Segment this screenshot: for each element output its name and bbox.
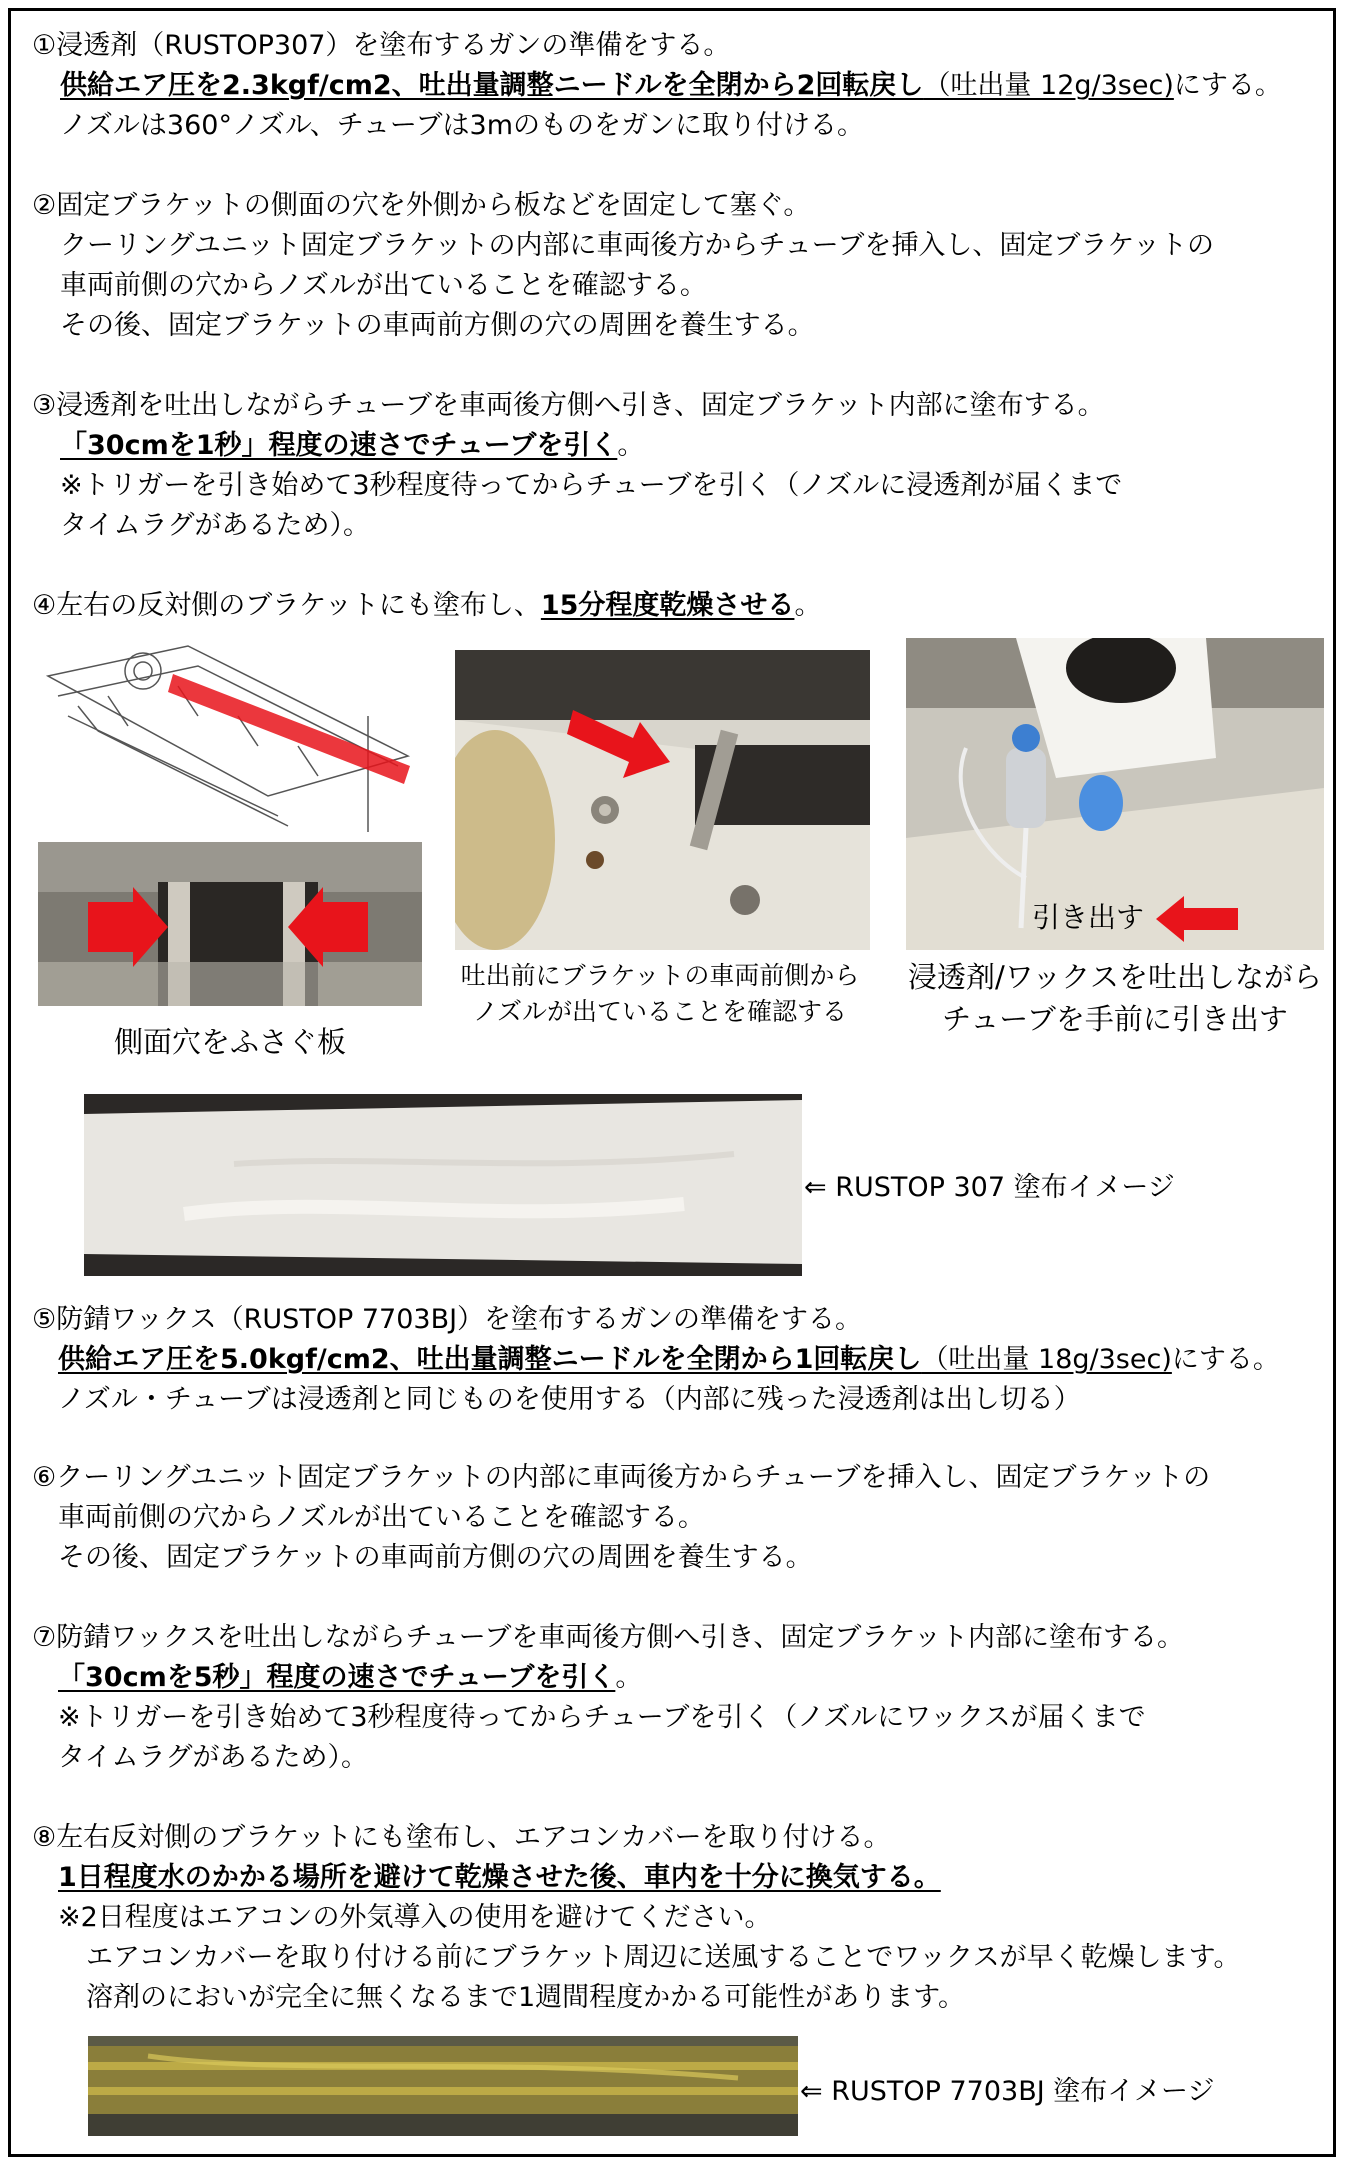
step-3-speed <box>60 426 644 466</box>
step-6-line-3: その後、固定ブラケットの車両前方側の穴の周囲を養生する。 <box>58 1542 813 1573</box>
step-7-speed <box>58 1658 642 1698</box>
step-2-heading: ②固定ブラケットの側面の穴を外側から板などを固定して塞ぐ。 <box>32 190 811 221</box>
side-hole-caption: 側面穴をふさぐ板 <box>113 1025 346 1059</box>
step-8-note-2: エアコンカバーを取り付ける前にブラケット周辺に送風することでワックスが早く乾燥します。 <box>86 1942 1241 1973</box>
step-5-output-rate: （吐出量 18g/3sec) <box>921 1344 1172 1375</box>
rustop-7703bj-application-photo <box>88 2036 798 2136</box>
pull-out-label: 引き出す <box>1032 901 1145 934</box>
step-6-line-2: 車両前側の穴からノズルが出ていることを確認する。 <box>58 1502 705 1533</box>
step-2-line-2: クーリングユニット固定ブラケットの内部に車両後方からチューブを挿入し、固定ブラケットの <box>60 230 1214 261</box>
tube-pull-caption-line-1: 浸透剤/ワックスを吐出しながら <box>907 960 1323 994</box>
step-5-heading: ⑤防錆ワックス（RUSTOP 7703BJ）を塗布するガンの準備をする。 <box>32 1304 863 1335</box>
tube-pull-caption-line-2: チューブを手前に引き出す <box>942 1002 1288 1036</box>
step-1-settings <box>60 66 1282 106</box>
step-5-settings-tail: にする。 <box>1171 1344 1280 1375</box>
tube-pull-photo <box>906 638 1324 950</box>
step-1-settings-tail: にする。 <box>1173 70 1282 101</box>
nozzle-caption <box>440 958 880 1030</box>
step-1-output-rate: （吐出量 12g/3sec) <box>923 70 1174 101</box>
step-7-note-1: ※トリガーを引き始めて3秒程度待ってからチューブを引く（ノズルにワックスが届くまで <box>58 1702 1146 1733</box>
step-7-speed-bold: 「30cmを5秒」程度の速さでチューブを引く <box>58 1662 616 1693</box>
step-1-nozzle-note: ノズルは360°ノズル、チューブは3mのものをガンに取り付ける。 <box>60 110 865 141</box>
step-4-pre: ④左右の反対側のブラケットにも塗布し、 <box>32 590 541 621</box>
step-3-note-1: ※トリガーを引き始めて3秒程度待ってからチューブを引く（ノズルに浸透剤が届くまで <box>60 470 1123 501</box>
step-5-settings-bold: 供給エア圧を5.0kgf/cm2、吐出量調整ニードルを全閉から1回転戻し <box>58 1344 922 1375</box>
step-3-speed-bold: 「30cmを1秒」程度の速さでチューブを引く <box>60 430 618 461</box>
step-4-heading <box>32 586 821 626</box>
step-3-note-2: タイムラグがあるため）。 <box>60 510 370 541</box>
step-8-drying <box>58 1858 941 1898</box>
step-1-heading: ①浸透剤（RUSTOP307）を塗布するガンの準備をする。 <box>32 30 731 61</box>
nozzle-caption-line-2: ノズルが出ていることを確認する <box>472 997 847 1026</box>
nozzle-caption-line-1: 吐出前にブラケットの車両前側から <box>460 961 860 990</box>
step-7-note-2: タイムラグがあるため）。 <box>58 1742 368 1773</box>
step-4-tail: 。 <box>794 590 822 621</box>
tube-pull-caption <box>890 956 1340 1040</box>
step-7-heading: ⑦防錆ワックスを吐出しながらチューブを車両後方側へ引き、固定ブラケット内部に塗布する。 <box>32 1622 1184 1653</box>
left-arrow-icon <box>1156 894 1238 944</box>
step-8-drying-bold: 1日程度水のかかる場所を避けて乾燥させた後、車内を十分に換気する。 <box>58 1862 941 1893</box>
step-2-line-3: 車両前側の穴からノズルが出ていることを確認する。 <box>60 270 707 301</box>
step-8-note-3: 溶剤のにおいが完全に無くなるまで1週間程度かかる可能性があります。 <box>86 1982 966 2013</box>
step-3-heading: ③浸透剤を吐出しながらチューブを車両後方側へ引き、固定ブラケット内部に塗布する。 <box>32 390 1105 421</box>
step-8-heading: ⑧左右反対側のブラケットにも塗布し、エアコンカバーを取り付ける。 <box>32 1822 891 1853</box>
step-6-heading: ⑥クーリングユニット固定ブラケットの内部に車両後方からチューブを挿入し、固定ブラケットの <box>32 1462 1211 1493</box>
step-2-line-4: その後、固定ブラケットの車両前方側の穴の周囲を養生する。 <box>60 310 815 341</box>
step-5-settings <box>58 1340 1280 1380</box>
step-5-nozzle-note: ノズル・チューブは浸透剤と同じものを使用する（内部に残った浸透剤は出し切る） <box>58 1384 1081 1415</box>
bracket-schematic-drawing <box>38 636 416 832</box>
nozzle-check-photo <box>455 650 870 950</box>
rustop-307-application-photo <box>84 1094 802 1276</box>
rustop-7703bj-caption: ⇐ RUSTOP 7703BJ 塗布イメージ <box>800 2076 1215 2107</box>
step-7-speed-tail: 。 <box>615 1662 643 1693</box>
step-3-speed-tail: 。 <box>617 430 645 461</box>
step-1-settings-bold: 供給エア圧を2.3kgf/cm2、吐出量調整ニードルを全閉から2回転戻し <box>60 70 924 101</box>
side-hole-plate-photo <box>38 842 422 1006</box>
rustop-307-caption: ⇐ RUSTOP 307 塗布イメージ <box>804 1172 1175 1203</box>
step-8-note-1: ※2日程度はエアコンの外気導入の使用を避けてください。 <box>58 1902 772 1933</box>
step-4-dry-time: 15分程度乾燥させる <box>540 590 795 621</box>
